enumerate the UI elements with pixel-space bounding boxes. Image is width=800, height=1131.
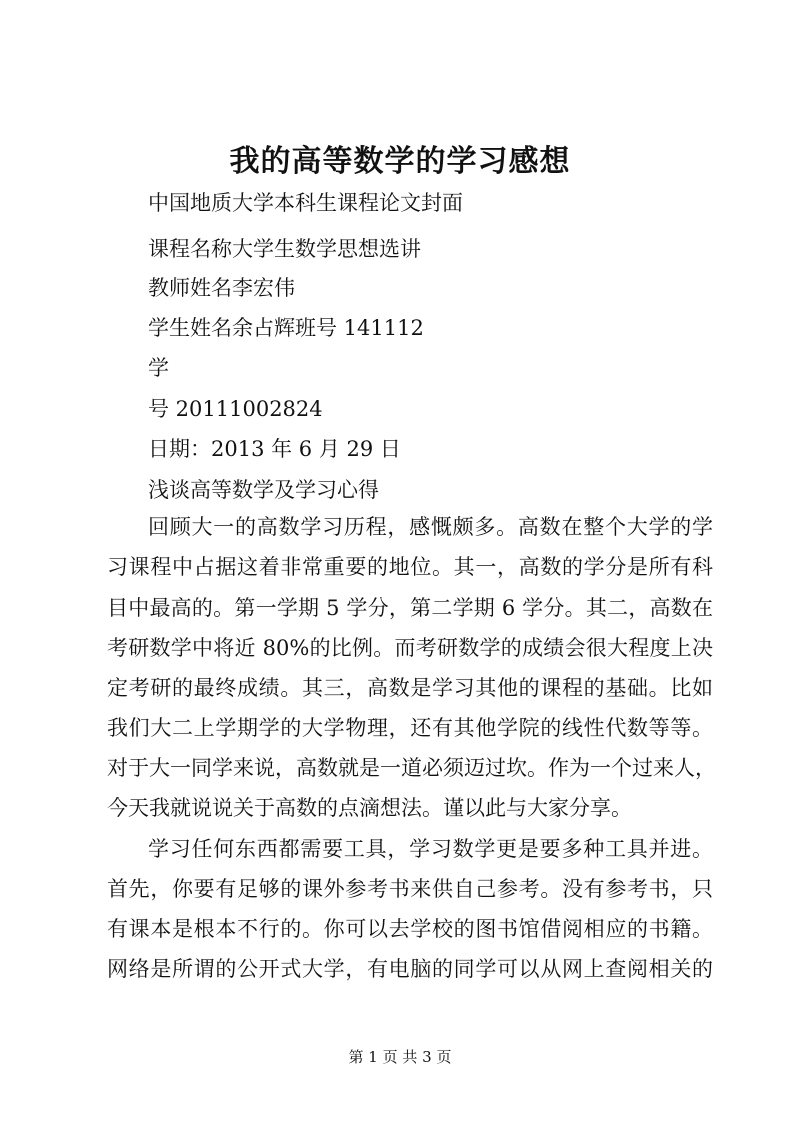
paragraph-line: 学习任何东西都需要工具，学习数学更是要多种工具并进。 [148,837,713,861]
cover-line-university: 中国地质大学本科生课程论文封面 [148,191,463,215]
paragraph-line: 回顾大一的高数学习历程，感慨颇多。高数在整个大学的学 [148,515,713,539]
cover-line-student-id: 号 20111002824 [148,397,323,421]
document-title: 我的高等数学的学习感想 [229,144,571,179]
cover-line-subtitle: 浅谈高等数学及学习心得 [148,478,379,502]
paragraph-line: 对于大一同学来说，高数就是一道必须迈过坎。作为一个过来人， [107,756,716,780]
paragraph-line: 习课程中占据这着非常重要的地位。其一，高数的学分是所有科 [107,555,713,579]
cover-line-teacher: 教师姓名李宏伟 [148,276,295,300]
paragraph-line: 考研数学中将近 80%的比例。而考研数学的成绩会很大程度上决 [107,636,713,660]
page-footer: 第 1 页 共 3 页 [348,1048,452,1066]
cover-line-date: 日期：2013 年 6 月 29 日 [148,437,401,461]
cover-line-student: 学生姓名余占辉班号 141112 [148,316,424,340]
paragraph-line: 我们大二上学期学的大学物理，还有其他学院的线性代数等等。 [107,716,713,740]
paragraph-line: 今天我就说说关于高数的点滴想法。谨以此与大家分享。 [107,796,632,820]
paragraph-line: 目中最高的。第一学期 5 学分，第二学期 6 学分。其二，高数在 [107,596,713,620]
paragraph-line: 有课本是根本不行的。你可以去学校的图书馆借阅相应的书籍。 [107,917,713,941]
cover-line-course: 课程名称大学生数学思想选讲 [148,237,421,261]
paragraph-line: 定考研的最终成绩。其三，高数是学习其他的课程的基础。比如 [107,676,713,700]
paragraph-line: 首先，你要有足够的课外参考书来供自己参考。没有参考书，只 [107,877,713,901]
paragraph-line: 网络是所谓的公开式大学，有电脑的同学可以从网上查阅相关的 [107,957,713,981]
cover-line-xue: 学 [148,356,169,380]
